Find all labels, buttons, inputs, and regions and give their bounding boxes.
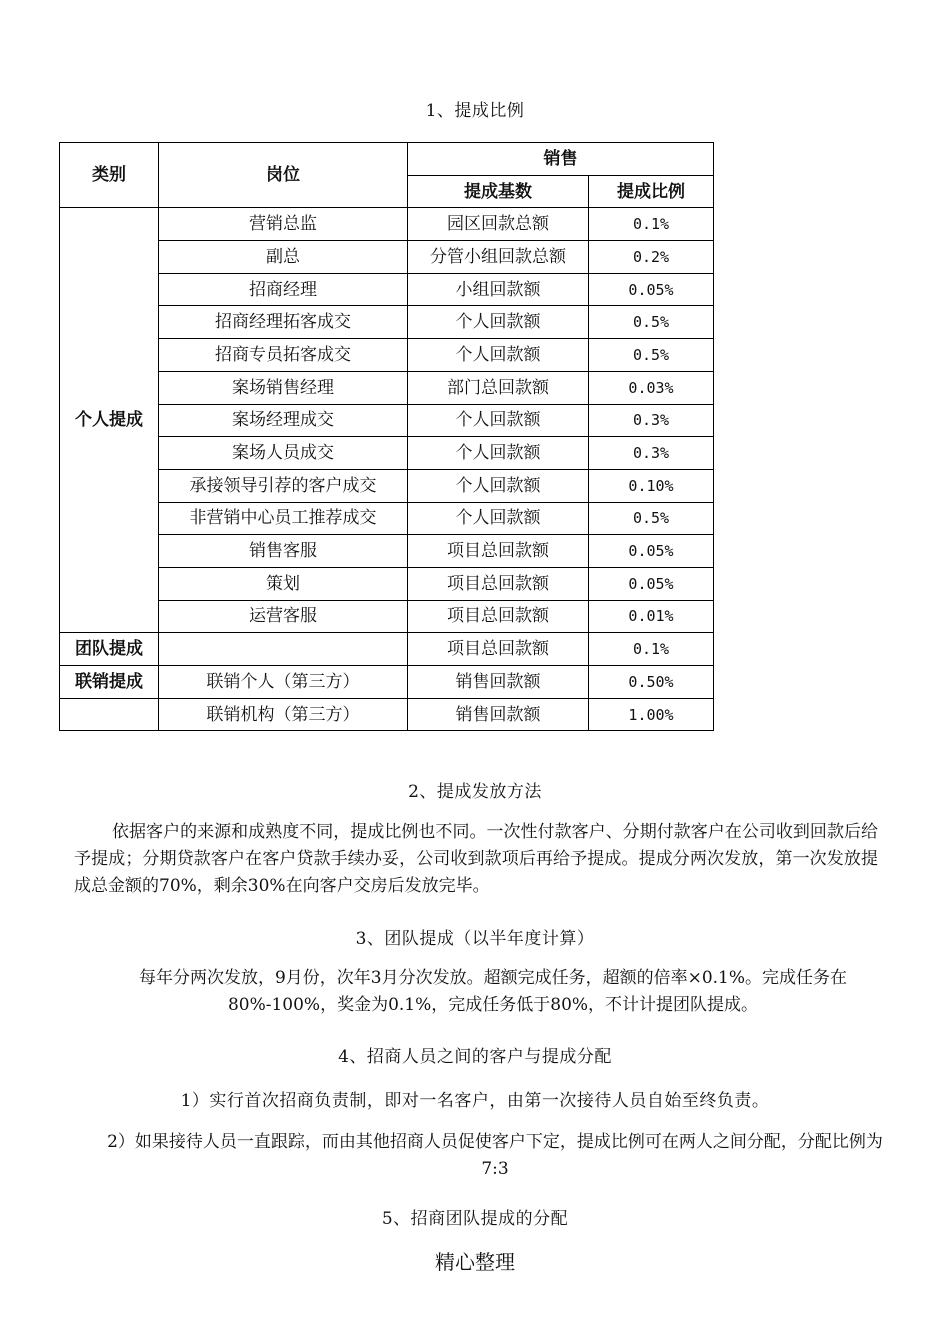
cell-position: 联销个人（第三方） [159, 666, 408, 699]
table-row [60, 698, 714, 731]
cell-position [159, 633, 408, 666]
cell-ratio: 0.05% [589, 273, 714, 306]
section2-title: 2、提成发放方法 [408, 782, 542, 802]
cell-base: 项目总回款额 [408, 600, 589, 633]
category-joint: 联销提成 [60, 666, 159, 699]
table-row [60, 567, 714, 600]
cell-position: 案场经理成交 [159, 404, 408, 437]
cell-ratio: 0.05% [589, 535, 714, 568]
cell-position: 营销总监 [159, 208, 408, 241]
table-row [60, 273, 714, 306]
section4-title: 4、招商人员之间的客户与提成分配 [338, 1047, 612, 1067]
table-row [60, 600, 714, 633]
cell-position: 策划 [159, 567, 408, 600]
header-base: 提成基数 [408, 175, 589, 208]
header-category: 类别 [60, 143, 159, 208]
table-row [60, 535, 714, 568]
section4-item-1: 1）实行首次招商负责制，即对一名客户，由第一次接待人员自始至终负责。 [180, 1091, 770, 1111]
cell-base: 项目总回款额 [408, 633, 589, 666]
table-row [60, 404, 714, 437]
section5-title: 5、招商团队提成的分配 [381, 1209, 569, 1229]
cell-ratio: 0.10% [589, 469, 714, 502]
cell-ratio: 0.5% [589, 502, 714, 535]
section4-item-2: 2）如果接待人员一直跟踪，而由其他招商人员促使客户下定，提成比例可在两人之间分配，分配比例为7:3 [107, 1132, 883, 1179]
cell-position: 案场销售经理 [159, 371, 408, 404]
cell-base: 个人回款额 [408, 502, 589, 535]
cell-base: 个人回款额 [408, 404, 589, 437]
cell-ratio: 0.05% [589, 567, 714, 600]
cell-base: 销售回款额 [408, 698, 589, 731]
section1-title: 1、提成比例 [425, 101, 525, 121]
commission-table [59, 142, 714, 731]
section2-paragraph: 依据客户的来源和成熟度不同，提成比例也不同。一次性付款客户、分期付款客户在公司收到回款后给予提成；分期贷款客户在客户贷款手续办妥，公司收到款项后再给予提成。提成分两次发放，第一次发放提成总金额的70%，剩余30%在向客户交房后发放完毕。 [74, 822, 878, 896]
cell-base: 小组回款额 [408, 273, 589, 306]
cell-position: 副总 [159, 241, 408, 274]
cell-base: 个人回款额 [408, 339, 589, 372]
header-sales: 销售 [408, 143, 714, 176]
table-row [60, 339, 714, 372]
cell-ratio: 1.00% [589, 698, 714, 731]
table-row [60, 502, 714, 535]
category-empty [60, 698, 159, 731]
cell-position: 承接领导引荐的客户成交 [159, 469, 408, 502]
cell-position: 运营客服 [159, 600, 408, 633]
footer-text: 精心整理 [435, 1250, 515, 1274]
table-row [60, 633, 714, 666]
table-row [60, 208, 714, 241]
table-row [60, 371, 714, 404]
category-personal: 个人提成 [60, 208, 159, 633]
cell-base: 项目总回款额 [408, 567, 589, 600]
cell-ratio: 0.1% [589, 633, 714, 666]
cell-position: 联销机构（第三方） [159, 698, 408, 731]
table-row [60, 306, 714, 339]
category-team: 团队提成 [60, 633, 159, 666]
cell-ratio: 0.1% [589, 208, 714, 241]
cell-ratio: 0.5% [589, 339, 714, 372]
cell-base: 个人回款额 [408, 469, 589, 502]
cell-ratio: 0.3% [589, 437, 714, 470]
header-ratio: 提成比例 [589, 175, 714, 208]
section3-paragraph: 每年分两次发放，9月份，次年3月分次发放。超额完成任务，超额的倍率×0.1%。完成任务在80%-100%，奖金为0.1%，完成任务低于80%，不计计提团队提成。 [138, 968, 848, 1015]
cell-base: 项目总回款额 [408, 535, 589, 568]
table-row [60, 241, 714, 274]
header-position: 岗位 [159, 143, 408, 208]
cell-ratio: 0.01% [589, 600, 714, 633]
cell-base: 销售回款额 [408, 666, 589, 699]
cell-ratio: 0.03% [589, 371, 714, 404]
cell-position: 招商专员拓客成交 [159, 339, 408, 372]
cell-ratio: 0.2% [589, 241, 714, 274]
cell-position: 招商经理 [159, 273, 408, 306]
section3-title: 3、团队提成（以半年度计算） [355, 929, 595, 949]
cell-base: 部门总回款额 [408, 371, 589, 404]
cell-position: 案场人员成交 [159, 437, 408, 470]
cell-base: 分管小组回款总额 [408, 241, 589, 274]
cell-base: 个人回款额 [408, 306, 589, 339]
cell-position: 销售客服 [159, 535, 408, 568]
cell-position: 招商经理拓客成交 [159, 306, 408, 339]
table-row [60, 437, 714, 470]
cell-ratio: 0.50% [589, 666, 714, 699]
cell-ratio: 0.3% [589, 404, 714, 437]
cell-position: 非营销中心员工推荐成交 [159, 502, 408, 535]
cell-base: 园区回款总额 [408, 208, 589, 241]
cell-ratio: 0.5% [589, 306, 714, 339]
table-row [60, 666, 714, 699]
table-row [60, 469, 714, 502]
cell-base: 个人回款额 [408, 437, 589, 470]
